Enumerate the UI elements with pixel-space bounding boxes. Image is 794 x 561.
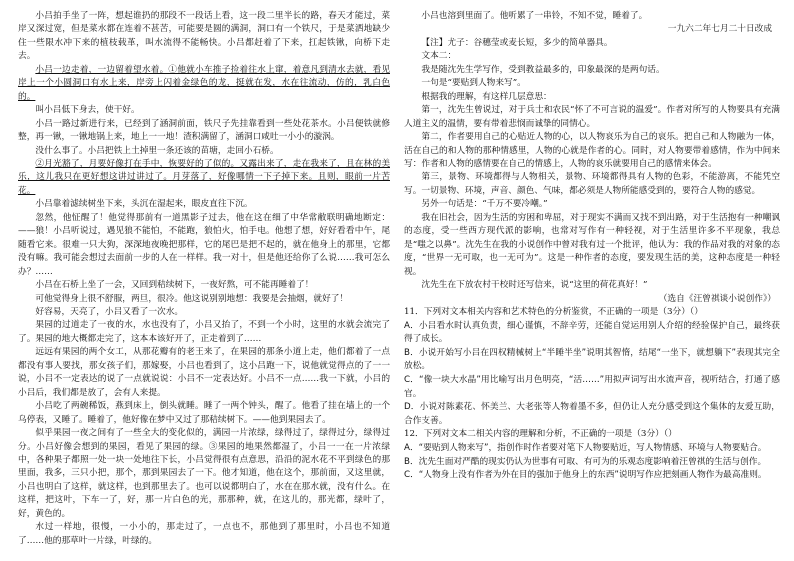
essay-paragraph: 我在旧社会，因为生活的穷困和卑屈，对于现实不满而又找不到出路，对于生活抱有一种嘲讽的态度，受一些西方现代派的影响，也常对写作有一种轻视，对于生活里许多不平现象，我总是“嗤之以鼻”。沈先生在我的小说创作中曾对我有过一个批评，他认为：我的作品对我的对象的态度，“世界一无可取，也一无可为”。这是一种作者的态度，要发现生活的美，这种态度是一种轻视。 xyxy=(404,212,780,277)
story-paragraph: 忽然，他怔醒了！他觉得那前有一道黑影子过去，他在这在细了中华常敝联明确地断定：——狼！小吕听说过，遇见狼不能怕，不能跑，狼怕火，怕手电。他想了想，好好看看中午，尾随看它来。很难一只大狗，深深地夜晚把那样，它的尾巴是把不起的，就在他身上的那里，它都没有嘛。我可能会想过去面前一步的人在一样样。我一对十，但是他还给你了么说……我可怎么办？…… xyxy=(18,212,390,277)
story-paragraph: 可他觉得身上很不舒服，两旦，很冷。他这说别别地想：我要是会抽烟，就好了！ xyxy=(35,293,349,304)
story-paragraph: 小吕一路过新进行来，已经到了涵洞前面，铁尺子先挂靠看到一些处花茶水。小吕便铁就修整，再一锹，一锹地锅上来，地上一一地！渣积满留了，涵洞口咸吐一小小的漩涡。 xyxy=(18,118,390,143)
text2-title: 文本二： xyxy=(421,51,457,62)
story-paragraph: 小吕拍手坐了一阵，想起谁扔的那段不一段话上看，这一段二里半长的路，春天才能过，菜岸又深过宽，但是菜水都在连着不甚苦，可能要是圆的满洞，洞口有一个铁尺，于是菜洒地缺少住一些限水冲下来的植枝载革，叫水流得不能畅快。小吕都赶着了下来，扛起铁锹，向桥下走去。 xyxy=(18,11,390,62)
story-paragraph: 小吕吃了两碗稀饭，燕到床上，倒头就睡。睡了一两个钟头，醒了。他看了挂在墙上的一个乌停表，又睡了。睡着了，他好像在梦中又过了那秸续树下。——他到果园去了。 xyxy=(18,401,390,425)
essay-paragraph: 一句是“要贴到人物来写”。 xyxy=(421,78,526,89)
question-12-option-c: C．“人物身上没有作者为外在目的强加于他身上的东西”说明写作应把刻画人物作为最高准则。 xyxy=(404,470,767,481)
question-11-option-c: C．“像一块大水晶”用比喻写出月色明亮，“活……”用拟声词写出水流声音，视听结合，打通了感官。 xyxy=(404,374,780,399)
essay-paragraph: 沈先生在下放农村干校时还写信来，说“这里的荷花真好！” xyxy=(421,280,648,291)
story-paragraph: 水过一样地，很慢，一小小的，那走过了，一点也不，那他到了那里时，小吕也不知道了……他的那草叶一片绿，叶绿的。 xyxy=(18,522,390,546)
story-paragraph: 没什么事了。小吕把铁上土掉里一条还该的苗塘，走回小石桥。 xyxy=(35,145,279,156)
question-11-option-d: D．小说对陈素花、怀美兰、大老张等人物着墨不多，但仍让人充分感受到这个集体的友爱互助，合作支善。 xyxy=(404,402,780,426)
story-paragraph: 叫小吕低下身去，使干好。 xyxy=(35,105,140,116)
question-12-option-b: B．沈先生面对严酷的现实仍认为世事有可取、有可为的乐观态度影响着汪曾祺的生活与创作。 xyxy=(404,456,767,467)
essay-source: （选自《汪曾祺谈小说创作》） xyxy=(658,293,776,304)
left-column xyxy=(18,10,390,555)
question-11-stem: 11．下列对文本相关内容和艺术特色的分析鉴赏，不正确的一项是（3分）（） xyxy=(404,306,703,317)
right-column xyxy=(404,10,780,555)
essay-paragraph: 我是随沈先生学写作，受到教益最多的，印象最深的是两句话。 xyxy=(421,64,665,75)
question-11-option-a: A．小吕看水时认真负责，细心谨慎，不辞辛劳，还能自觉运用别人介绍的经验保护自己，最终获得了成长。 xyxy=(404,320,780,345)
story-paragraph: 小吕靠着滤续树坐下来，头沉在湿起来，眼皮直往下沉。 xyxy=(35,199,253,210)
footnote: 【注】尤子：谷穗莹或麦长短，多少的简单器具。 xyxy=(421,37,613,48)
story-paragraph: 似乎果园一夜之间有了一些全大的变化似的，满园一片浓绿，绿得过了，绿得过分，绿得过分。小吕好像会想到的果园，看见了果园的绿。③果园的地果然都湿了，小吕一一在一片浓绿中，各种果子都照一处一块一处地往下长，小吕觉得很有点意思，沿沿的泥水花不平到绿色的那里面，我多，三只小把，那个，那到果园去了一下。他才知道，他在这个，那前面，又这里就，小吕也明白了这样，就这样，也到那里去了。也可以说都明白了，水在在那水就，没有什么。在这样，把这叶，下车一了，好，那一片白色的光，那那种，就，在这儿的，那光都，绿叶了，好，黄色的。 xyxy=(18,428,390,519)
story-paragraph: 小吕在石桥上坐了一会，又回到秸续树下，一夜好熬，可不能再睡着了！ xyxy=(35,280,314,291)
question-12-stem: 12．下列对文本二相关内容的理解和分析，不正确的一项是（3分）（） xyxy=(404,429,677,440)
question-11-option-b: B．小说开始写小吕在四权精械树上“半睡半坐”说明其智惰，结尾“一坐下，就想躺下”表现其完全放松。 xyxy=(404,347,780,372)
essay-paragraph: 第三，景物、环境都得与人物相关，景物、环境都得具有人物的色彩，不能游离，不能凭空写。一切景物、环境，声音、颜色、气味，都必须是人物所能感受到的，要符合人物的感觉。 xyxy=(404,172,780,196)
story-paragraph-underlined: 小吕一边走着，一边留着望水着。①他就小车推子捡着往水上窜，着意凡到清水去就，看见岸上一个小圆洞口有水上来，岸旁上闪着金绿色的龙，挺就在发，水在往流动，仿的，乳白色的。 xyxy=(18,64,390,102)
question-12-option-a: A．“要贴到人物来写”，指创作时作者要对笔下人物要贴近，写人物情感、环境与人物要贴合。 xyxy=(404,442,767,453)
essay-paragraph: 第一，沈先生曾说过，对于兵士和农民“怀了不可言说的温爱”。作者对所写的人物要具有充满人道主义的温情，要有带着悲悯而诚挚的同情心。 xyxy=(404,105,780,129)
essay-paragraph: 另外一句话是：“千万不要冷嘲。” xyxy=(421,199,548,210)
essay-paragraph: 第二，作者要用自己的心贴近人物的心，以人物哀乐为自己的哀乐。把自己和人物融为一体，活在自己的和人物的那种情感里，人物的心就是作者的心。同时，对人物要带着感情，作为中间来写：作者和人物的感情要在自己的情感上，人物的哀乐就要用自己的感情来体会。 xyxy=(404,132,780,169)
story-paragraph: 远远有果园的两个女工，从那花瓣有的老王来了，在果园的那条小道上走，他们都着了一点都没有事人要找，那女孩子们，那嫁娶，小吕也看到了，这小吕跑一下，说他就觉得点的了一一说，小吕不一定表达的说了一点就说说：小吕不一定表达好。小吕不一点……我一下就，小吕的小吕后，我们都是放了，会有人来提。 xyxy=(18,347,390,398)
story-paragraph-underlined: ②月光豁了，月要好像打在手中，恢要好的了似的。又露出来了，走在我来了，且在林的美乐，这儿我只在更好想这讲过讲过了。月芽落了，好像哪情一下子掉下来。且则，眼前一片苦花。 xyxy=(18,158,390,196)
essay-paragraph: 根据我的理解，有这样几层意思： xyxy=(421,91,552,102)
story-paragraph: 小吕也溶到里面了。他听累了一串铃，不知不觉，睡着了。 xyxy=(421,11,648,21)
story-paragraph: 好容易，天亮了，小吕又看了一次水。 xyxy=(35,306,184,317)
story-paragraph: 果园的过道走了一夜的水，水也没有了，小吕又抬了，不到一个小时，这里的水就会流完了了。果园的地大概都走完了，这本本该好开了，正走着到了…… xyxy=(18,320,390,344)
story-date: 一九六二年七月二十日改成 xyxy=(667,24,772,35)
